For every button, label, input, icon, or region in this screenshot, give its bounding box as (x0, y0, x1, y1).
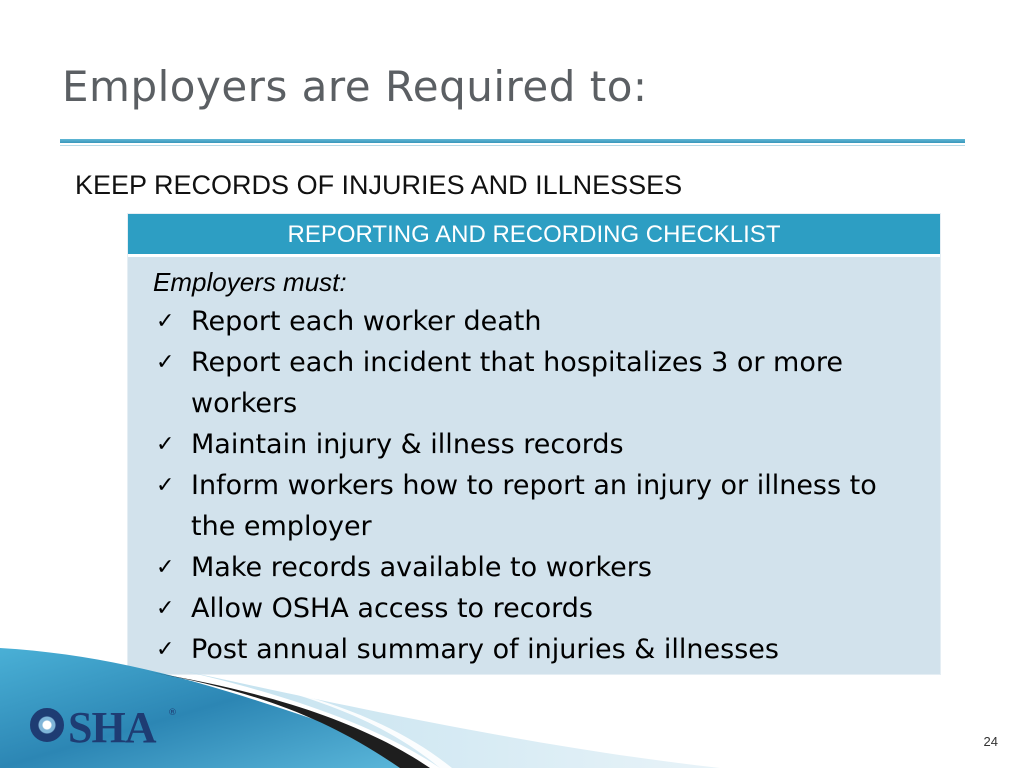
checklist-item-text: Make records available to workers (191, 552, 652, 583)
checklist-item-text: Report each worker death (191, 306, 542, 337)
logo-globe-icon (30, 708, 64, 742)
checklist-header: REPORTING AND RECORDING CHECKLIST (128, 214, 940, 257)
checklist-item-text: Report each incident that hospitalizes 3 or more workers (191, 347, 843, 419)
checklist-item-text: Maintain injury & illness records (191, 429, 624, 460)
checkmark-icon: ✓ (156, 473, 175, 498)
title-divider (60, 139, 965, 143)
checkmark-icon: ✓ (156, 350, 175, 375)
osha-logo (30, 703, 180, 752)
checklist-item-text: Inform workers how to report an injury or illness to the employer (191, 470, 877, 542)
checkmark-icon: ✓ (156, 555, 175, 580)
section-subheading: KEEP RECORDS OF INJURIES AND ILLNESSES (75, 170, 683, 200)
logo-text: SHA (68, 703, 156, 752)
checklist-item (153, 342, 920, 424)
checklist-intro: Employers must: (153, 267, 347, 297)
title-divider-shadow (60, 145, 965, 146)
registered-mark: ® (168, 708, 177, 718)
slide-title: Employers are Required to: (62, 62, 648, 111)
checklist-item-text: Allow OSHA access to records (191, 593, 593, 624)
checkmark-icon: ✓ (156, 432, 175, 457)
checklist-item-text: Post annual summary of injuries & illnesses (191, 634, 779, 665)
checkmark-icon: ✓ (156, 309, 175, 334)
checklist-item (153, 301, 920, 342)
checklist-item (153, 547, 920, 588)
page-number: 24 (983, 734, 998, 749)
checkmark-icon: ✓ (156, 596, 175, 621)
checklist-item (153, 424, 920, 465)
checkmark-icon: ✓ (156, 637, 175, 662)
checklist-item (153, 465, 920, 547)
